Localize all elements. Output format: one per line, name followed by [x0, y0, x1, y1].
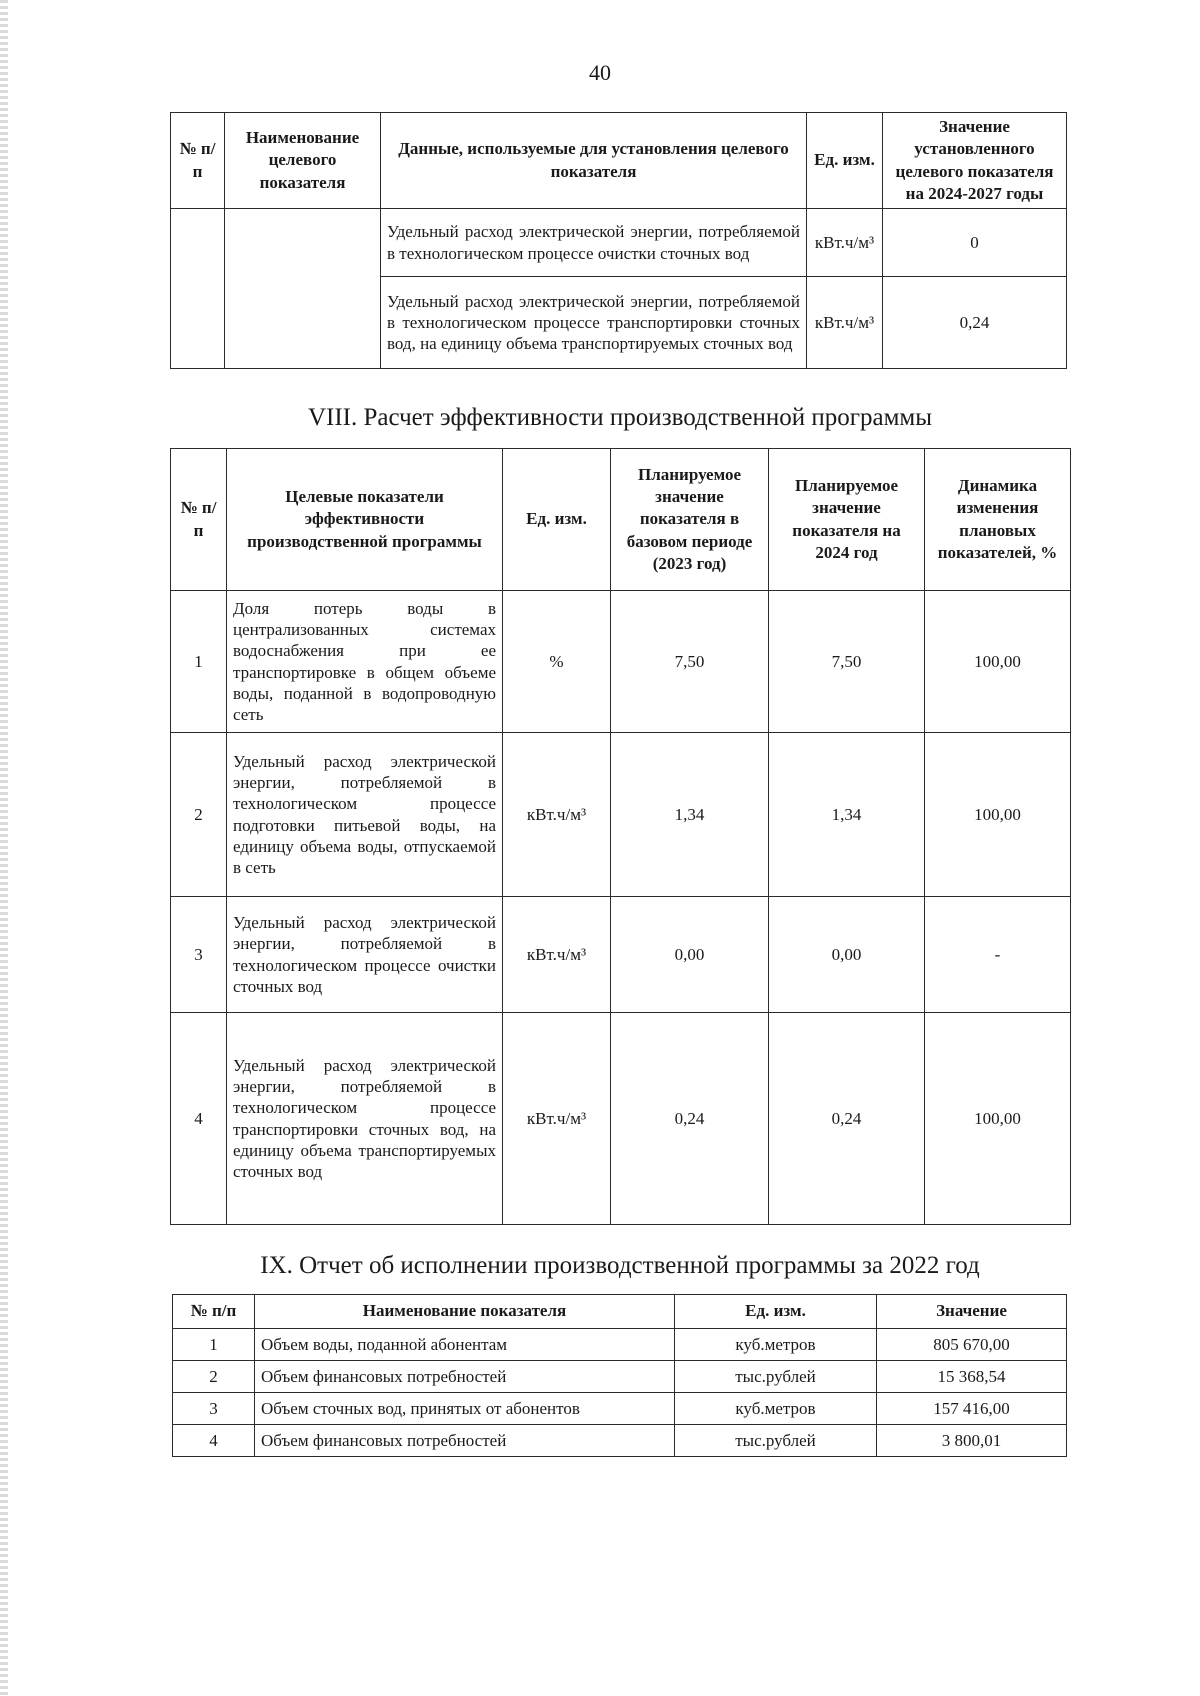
- table-row: [171, 209, 1067, 277]
- indicator-name-cell: Удельный расход электрической энергии, потребляемой в технологическом процессе подготовки питьевой воды, на единицу объема воды, отпускаемой в сеть: [227, 733, 503, 897]
- base-value-cell: 7,50: [611, 591, 769, 733]
- header-cell: Планируемое значение показателя на 2024 год: [769, 449, 925, 591]
- unit-cell: кВт.ч/м³: [807, 209, 883, 277]
- table-row: [171, 591, 1071, 733]
- indicator-name-cell: Объем воды, поданной абонентам: [255, 1329, 675, 1361]
- indicator-name-cell: Удельный расход электрической энергии, потребляемой в технологическом процессе транспортировки сточных вод, на единицу объема транспортируемых сточных вод: [227, 1013, 503, 1225]
- base-value-cell: 0,00: [611, 897, 769, 1013]
- scan-edge-artifact: [0, 0, 8, 1696]
- indicator-data-cell: Удельный расход электрической энергии, потребляемой в технологическом процессе очистки сточных вод: [381, 209, 807, 277]
- unit-cell: кВт.ч/м³: [807, 277, 883, 369]
- unit-cell: кВт.ч/м³: [503, 897, 611, 1013]
- section-8-title: VIII. Расчет эффективности производственной программы: [307, 404, 933, 431]
- indicator-name-cell: Доля потерь воды в централизованных системах водоснабжения при ее транспортировке в общем объеме воды, поданной в водопроводную сеть: [227, 591, 503, 733]
- table-row: [171, 1013, 1071, 1225]
- indicator-name-cell: Объем финансовых потребностей: [255, 1425, 675, 1457]
- plan-value-cell: 7,50: [769, 591, 925, 733]
- dynamics-cell: 100,00: [925, 591, 1071, 733]
- header-cell: № п/п: [171, 113, 225, 209]
- header-cell: Данные, используемые для установления целевого показателя: [381, 113, 807, 209]
- row-number-cell: 4: [171, 1013, 227, 1225]
- value-cell: 157 416,00: [877, 1393, 1067, 1425]
- row-number-cell: 3: [171, 897, 227, 1013]
- table-header-row: [171, 113, 1067, 209]
- base-value-cell: 0,24: [611, 1013, 769, 1225]
- unit-cell: кВт.ч/м³: [503, 733, 611, 897]
- page-number: 40: [589, 60, 611, 85]
- table-row: [173, 1425, 1067, 1457]
- row-number-cell: 1: [173, 1329, 255, 1361]
- header-cell: Динамика изменения плановых показателей, %: [925, 449, 1071, 591]
- dynamics-cell: 100,00: [925, 733, 1071, 897]
- value-cell: 3 800,01: [877, 1425, 1067, 1457]
- value-cell: 805 670,00: [877, 1329, 1067, 1361]
- unit-cell: тыс.рублей: [675, 1361, 877, 1393]
- table-row: [173, 1393, 1067, 1425]
- row-number-cell: [171, 209, 225, 369]
- indicator-name-cell: Объем сточных вод, принятых от абонентов: [255, 1393, 675, 1425]
- header-cell: Наименование показателя: [255, 1295, 675, 1329]
- table-row: [171, 897, 1071, 1013]
- row-number-cell: 2: [173, 1361, 255, 1393]
- dynamics-cell: 100,00: [925, 1013, 1071, 1225]
- dynamics-cell: -: [925, 897, 1071, 1013]
- table-row: [173, 1329, 1067, 1361]
- plan-value-cell: 0,00: [769, 897, 925, 1013]
- indicator-name-cell: [225, 209, 381, 369]
- header-cell: Ед. изм.: [807, 113, 883, 209]
- header-cell: Целевые показатели эффективности производственной программы: [227, 449, 503, 591]
- plan-value-cell: 0,24: [769, 1013, 925, 1225]
- plan-value-cell: 1,34: [769, 733, 925, 897]
- indicator-name-cell: Удельный расход электрической энергии, потребляемой в технологическом процессе очистки сточных вод: [227, 897, 503, 1013]
- unit-cell: кВт.ч/м³: [503, 1013, 611, 1225]
- unit-cell: тыс.рублей: [675, 1425, 877, 1457]
- unit-cell: %: [503, 591, 611, 733]
- header-cell: Наименование целевого показателя: [225, 113, 381, 209]
- header-cell: Ед. изм.: [503, 449, 611, 591]
- row-number-cell: 4: [173, 1425, 255, 1457]
- value-cell: 0: [883, 209, 1067, 277]
- table-header-row: [173, 1295, 1067, 1329]
- efficiency-table: [170, 448, 1071, 1225]
- indicator-name-cell: Объем финансовых потребностей: [255, 1361, 675, 1393]
- table-row: [173, 1361, 1067, 1393]
- row-number-cell: 3: [173, 1393, 255, 1425]
- value-cell: 15 368,54: [877, 1361, 1067, 1393]
- unit-cell: куб.метров: [675, 1329, 877, 1361]
- section-9-title: IX. Отчет об исполнении производственной программы за 2022 год: [260, 1252, 980, 1279]
- report-table: [172, 1294, 1067, 1457]
- row-number-cell: 2: [171, 733, 227, 897]
- table-header-row: [171, 449, 1071, 591]
- row-number-cell: 1: [171, 591, 227, 733]
- header-cell: Планируемое значение показателя в базовом периоде (2023 год): [611, 449, 769, 591]
- target-indicators-table: [170, 112, 1067, 369]
- header-cell: Значение: [877, 1295, 1067, 1329]
- value-cell: 0,24: [883, 277, 1067, 369]
- indicator-data-cell: Удельный расход электрической энергии, потребляемой в технологическом процессе транспортировки сточных вод, на единицу объема транспортируемых сточных вод: [381, 277, 807, 369]
- header-cell: Значение установленного целевого показателя на 2024-2027 годы: [883, 113, 1067, 209]
- header-cell: № п/п: [173, 1295, 255, 1329]
- header-cell: Ед. изм.: [675, 1295, 877, 1329]
- unit-cell: куб.метров: [675, 1393, 877, 1425]
- base-value-cell: 1,34: [611, 733, 769, 897]
- table-row: [171, 733, 1071, 897]
- header-cell: № п/п: [171, 449, 227, 591]
